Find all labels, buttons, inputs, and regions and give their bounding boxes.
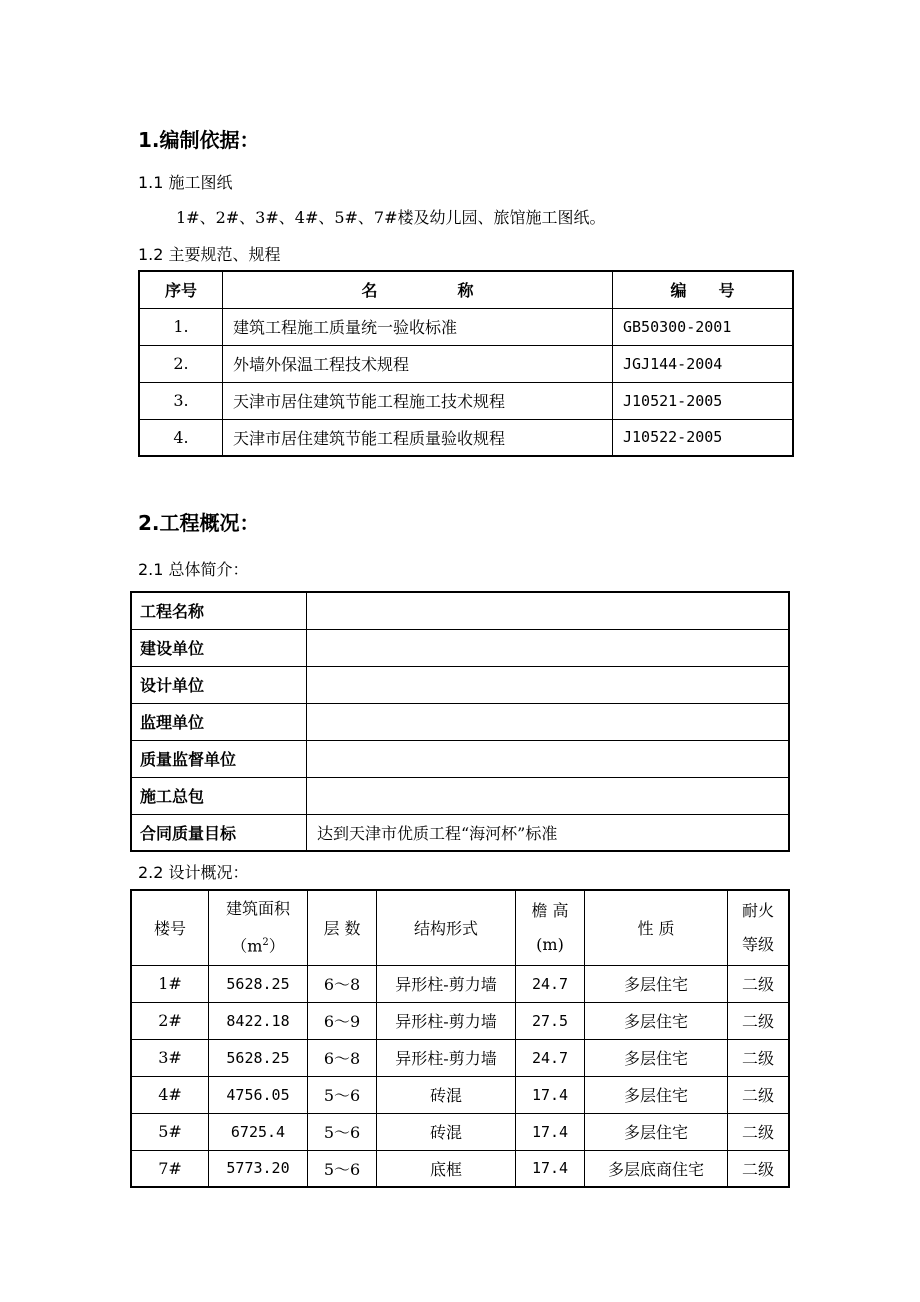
table-row — [139, 382, 793, 419]
cell-fire-rating: 二级 — [728, 1150, 790, 1187]
cell-floors: 5～6 — [308, 1076, 377, 1113]
table-row — [131, 777, 789, 814]
table-row — [131, 1150, 789, 1187]
overview-label: 合同质量目标 — [131, 814, 307, 851]
table-header-row — [139, 271, 793, 308]
cell-structure: 底框 — [377, 1150, 516, 1187]
cell-use: 多层住宅 — [585, 1113, 728, 1150]
cell-structure: 异形柱-剪力墙 — [377, 1002, 516, 1039]
col-header-code: 编 号 — [613, 271, 794, 308]
row-number: 1. — [139, 308, 223, 345]
table-row — [131, 592, 789, 629]
row-name: 天津市居住建筑节能工程质量验收规程 — [223, 419, 613, 456]
cell-area: 6725.4 — [209, 1113, 308, 1150]
cell-building: 1# — [131, 965, 209, 1002]
cell-use: 多层住宅 — [585, 1002, 728, 1039]
table-row — [131, 965, 789, 1002]
cell-fire-rating: 二级 — [728, 1039, 790, 1076]
cell-structure: 砖混 — [377, 1076, 516, 1113]
table-row — [139, 308, 793, 345]
overview-label: 建设单位 — [131, 629, 307, 666]
table-row — [131, 1113, 789, 1150]
col-header-building: 楼号 — [131, 890, 209, 965]
area-label-line2 — [209, 926, 307, 963]
cell-height: 24.7 — [516, 1039, 585, 1076]
col-header-fire-rating — [728, 890, 790, 965]
cell-fire-rating: 二级 — [728, 965, 790, 1002]
cell-fire-rating: 二级 — [728, 1076, 790, 1113]
overview-value: 达到天津市优质工程“海河杯”标准 — [307, 814, 790, 851]
section1-heading: 1.编制依据： — [138, 128, 260, 152]
table-row — [131, 740, 789, 777]
row-number: 4. — [139, 419, 223, 456]
cell-height: 17.4 — [516, 1076, 585, 1113]
cell-floors: 5～6 — [308, 1113, 377, 1150]
row-name: 建筑工程施工质量统一验收标准 — [223, 308, 613, 345]
col-header-name: 名 称 — [223, 271, 613, 308]
row-code: JGJ144-2004 — [613, 345, 794, 382]
overview-label: 施工总包 — [131, 777, 307, 814]
cell-area: 5628.25 — [209, 965, 308, 1002]
table-row — [131, 703, 789, 740]
cell-structure: 异形柱-剪力墙 — [377, 965, 516, 1002]
table-row — [131, 1076, 789, 1113]
cell-floors: 6～8 — [308, 1039, 377, 1076]
cell-floors: 6～8 — [308, 965, 377, 1002]
cell-use: 多层底商住宅 — [585, 1150, 728, 1187]
cell-structure: 砖混 — [377, 1113, 516, 1150]
overview-label: 设计单位 — [131, 666, 307, 703]
section2-2-heading: 2.2 设计概况： — [138, 863, 249, 882]
cell-height: 17.4 — [516, 1113, 585, 1150]
col-header-area — [209, 890, 308, 965]
fire-label-line1: 耐火 — [741, 900, 774, 920]
section1-1-heading: 1.1 施工图纸 — [138, 173, 233, 192]
section1-2-heading: 1.2 主要规范、规程 — [138, 245, 281, 264]
drawings-text: 1#、2#、3#、4#、5#、7#楼及幼儿园、旅馆施工图纸。 — [176, 208, 606, 227]
cell-building: 5# — [131, 1113, 209, 1150]
cell-area: 4756.05 — [209, 1076, 308, 1113]
col-header-floors: 层 数 — [308, 890, 377, 965]
row-code: GB50300-2001 — [613, 308, 794, 345]
cell-building: 7# — [131, 1150, 209, 1187]
section2-heading: 2.工程概况： — [138, 511, 260, 535]
row-code: J10522-2005 — [613, 419, 794, 456]
col-header-height — [516, 890, 585, 965]
cell-height: 27.5 — [516, 1002, 585, 1039]
cell-use: 多层住宅 — [585, 965, 728, 1002]
cell-floors: 6～9 — [308, 1002, 377, 1039]
cell-floors: 5～6 — [308, 1150, 377, 1187]
overview-value — [307, 629, 790, 666]
row-number: 2. — [139, 345, 223, 382]
row-name: 天津市居住建筑节能工程施工技术规程 — [223, 382, 613, 419]
cell-area: 5773.20 — [209, 1150, 308, 1187]
fire-label-line2: 等级 — [741, 934, 774, 954]
overview-value — [307, 777, 790, 814]
col-header-structure: 结构形式 — [377, 890, 516, 965]
overview-value — [307, 740, 790, 777]
cell-building: 4# — [131, 1076, 209, 1113]
overview-label: 工程名称 — [131, 592, 307, 629]
cell-use: 多层住宅 — [585, 1076, 728, 1113]
area-unit: （m — [231, 936, 263, 956]
overview-value — [307, 703, 790, 740]
cell-building: 3# — [131, 1039, 209, 1076]
area-unit-close: ） — [268, 936, 285, 956]
row-name: 外墙外保温工程技术规程 — [223, 345, 613, 382]
standards-table — [138, 270, 794, 457]
cell-use: 多层住宅 — [585, 1039, 728, 1076]
overview-label: 监理单位 — [131, 703, 307, 740]
cell-fire-rating: 二级 — [728, 1113, 790, 1150]
table-row — [131, 1039, 789, 1076]
overview-value — [307, 666, 790, 703]
row-number: 3. — [139, 382, 223, 419]
overview-label: 质量监督单位 — [131, 740, 307, 777]
table-row — [139, 419, 793, 456]
cell-building: 2# — [131, 1002, 209, 1039]
height-label-line1: 檐 高 — [531, 900, 569, 920]
cell-height: 17.4 — [516, 1150, 585, 1187]
col-header-number: 序号 — [139, 271, 223, 308]
design-table — [130, 889, 790, 1188]
cell-area: 8422.18 — [209, 1002, 308, 1039]
cell-fire-rating: 二级 — [728, 1002, 790, 1039]
table-header-row — [131, 890, 789, 965]
col-header-use: 性 质 — [585, 890, 728, 965]
cell-area: 5628.25 — [209, 1039, 308, 1076]
area-label-line1: 建筑面积 — [225, 899, 290, 919]
table-row — [131, 1002, 789, 1039]
table-row — [131, 814, 789, 851]
area-unit-sup: 2 — [262, 937, 269, 949]
table-row — [131, 629, 789, 666]
overview-table — [130, 591, 790, 852]
table-row — [131, 666, 789, 703]
overview-value — [307, 592, 790, 629]
table-row — [139, 345, 793, 382]
cell-structure: 异形柱-剪力墙 — [377, 1039, 516, 1076]
section2-1-heading: 2.1 总体简介： — [138, 560, 249, 579]
cell-height: 24.7 — [516, 965, 585, 1002]
height-label-line2: (m) — [536, 934, 564, 954]
row-code: J10521-2005 — [613, 382, 794, 419]
